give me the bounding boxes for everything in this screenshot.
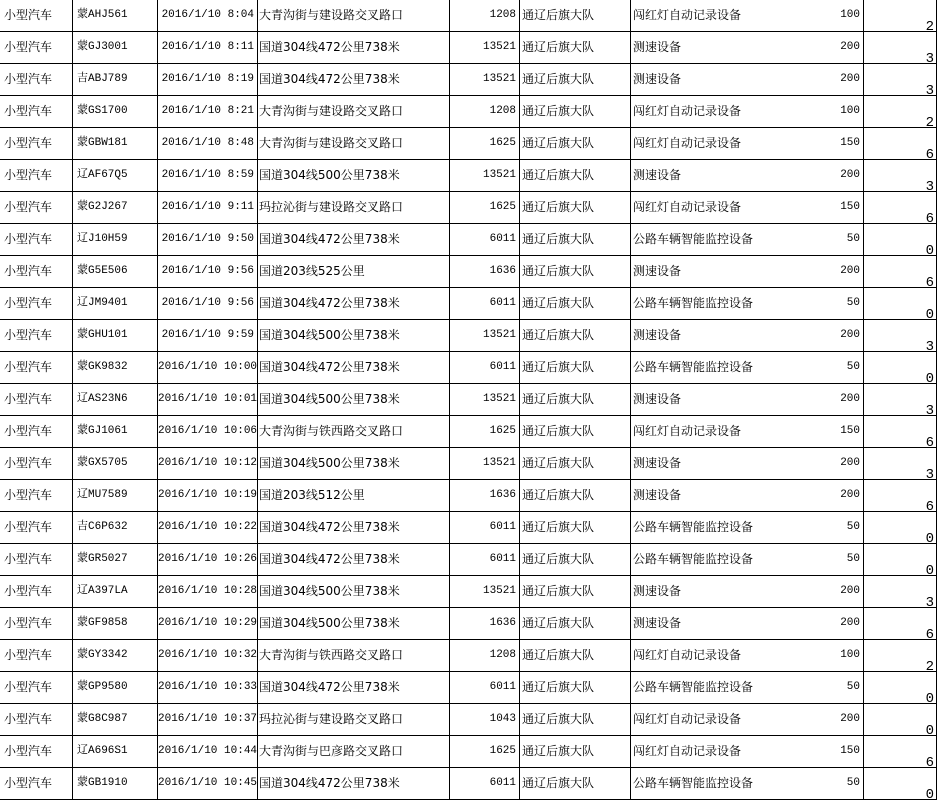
- fine-cell[interactable]: 200: [808, 448, 864, 479]
- plate-number-cell[interactable]: 蒙GY3342: [73, 640, 158, 671]
- table-row: [0, 320, 937, 352]
- points-cell[interactable]: [864, 256, 937, 287]
- device-cell[interactable]: 闯红灯自动记录设备: [633, 744, 742, 758]
- location-cell[interactable]: 大青沟街与建设路交叉路口: [258, 96, 450, 127]
- fine-cell[interactable]: 200: [808, 608, 864, 639]
- table-row: [0, 128, 937, 160]
- points-cell[interactable]: [864, 64, 937, 95]
- table-row: [0, 576, 937, 608]
- vehicle-type-cell[interactable]: 小型汽车: [0, 0, 73, 31]
- device-cell[interactable]: 闯红灯自动记录设备: [633, 8, 742, 22]
- fine-cell[interactable]: 200: [808, 480, 864, 511]
- table-row: [0, 416, 937, 448]
- unit-cell[interactable]: 通辽后旗大队: [520, 736, 631, 767]
- location-cell[interactable]: 国道304线472公里738米: [258, 32, 450, 63]
- vehicle-type-cell[interactable]: 小型汽车: [0, 512, 73, 543]
- timestamp-cell[interactable]: 2016/1/10 8:04: [158, 0, 258, 31]
- fine-cell[interactable]: 200: [808, 32, 864, 63]
- code-cell[interactable]: 6011: [450, 224, 520, 255]
- device-cell[interactable]: 测速设备: [633, 168, 682, 182]
- unit-cell[interactable]: 通辽后旗大队: [520, 0, 631, 31]
- points-cell[interactable]: [864, 704, 937, 735]
- code-cell[interactable]: 6011: [450, 768, 520, 799]
- points-cell[interactable]: [864, 736, 937, 767]
- points-cell[interactable]: [864, 576, 937, 607]
- points-value: 6: [925, 147, 934, 159]
- code-cell[interactable]: 6011: [450, 544, 520, 575]
- points-value: 0: [925, 787, 934, 799]
- points-cell[interactable]: [864, 0, 937, 31]
- fine-cell[interactable]: 200: [808, 384, 864, 415]
- vehicle-type-cell[interactable]: 小型汽车: [0, 224, 73, 255]
- points-value: 0: [925, 691, 934, 703]
- timestamp-cell[interactable]: 2016/1/10 10:44: [158, 736, 258, 767]
- fine-cell[interactable]: 200: [808, 320, 864, 351]
- points-cell[interactable]: [864, 416, 937, 447]
- plate-number-cell[interactable]: 蒙GHU101: [73, 320, 158, 351]
- vehicle-type-cell[interactable]: 小型汽车: [0, 288, 73, 319]
- plate-number-cell[interactable]: 蒙GJ3001: [73, 32, 158, 63]
- timestamp-cell[interactable]: 2016/1/10 9:56: [158, 288, 258, 319]
- vehicle-type-cell[interactable]: 小型汽车: [0, 32, 73, 63]
- unit-cell[interactable]: 通辽后旗大队: [520, 224, 631, 255]
- points-value: 0: [925, 243, 934, 255]
- unit-cell[interactable]: 通辽后旗大队: [520, 160, 631, 191]
- location-cell[interactable]: 国道203线512公里: [258, 480, 450, 511]
- plate-number-cell[interactable]: 辽AF67Q5: [73, 160, 158, 191]
- plate-number-cell[interactable]: 蒙G2J267: [73, 192, 158, 223]
- code-cell[interactable]: 1625: [450, 192, 520, 223]
- code-cell[interactable]: 1625: [450, 736, 520, 767]
- code-cell[interactable]: 13521: [450, 448, 520, 479]
- location-cell[interactable]: 玛拉沁街与建设路交叉路口: [258, 704, 450, 735]
- table-row: [0, 608, 937, 640]
- timestamp-cell[interactable]: 2016/1/10 10:19: [158, 480, 258, 511]
- device-cell[interactable]: 测速设备: [633, 72, 682, 86]
- location-cell[interactable]: 国道304线472公里738米: [258, 672, 450, 703]
- location-cell[interactable]: 大青沟街与巴彦路交叉路口: [258, 736, 450, 767]
- location-cell[interactable]: 国道203线525公里: [258, 256, 450, 287]
- points-cell[interactable]: [864, 768, 937, 799]
- fine-cell[interactable]: 200: [808, 256, 864, 287]
- points-value: 0: [925, 531, 934, 543]
- points-value: 6: [925, 755, 934, 767]
- device-cell[interactable]: 公路车辆智能监控设备: [633, 520, 754, 534]
- fine-cell[interactable]: 150: [808, 192, 864, 223]
- vehicle-type-cell[interactable]: 小型汽车: [0, 448, 73, 479]
- unit-cell[interactable]: 通辽后旗大队: [520, 640, 631, 671]
- code-cell[interactable]: 13521: [450, 576, 520, 607]
- timestamp-cell[interactable]: 2016/1/10 8:48: [158, 128, 258, 159]
- code-cell[interactable]: 1636: [450, 256, 520, 287]
- location-cell[interactable]: 国道304线500公里738米: [258, 608, 450, 639]
- unit-cell[interactable]: 通辽后旗大队: [520, 480, 631, 511]
- points-cell[interactable]: [864, 192, 937, 223]
- points-value: 0: [925, 563, 934, 575]
- timestamp-cell[interactable]: 2016/1/10 10:28: [158, 576, 258, 607]
- points-value: 2: [925, 659, 934, 671]
- table-row: [0, 288, 937, 320]
- points-cell[interactable]: [864, 608, 937, 639]
- timestamp-cell[interactable]: 2016/1/10 8:59: [158, 160, 258, 191]
- table-row: [0, 672, 937, 704]
- points-value: 0: [925, 307, 934, 319]
- vehicle-type-cell[interactable]: 小型汽车: [0, 384, 73, 415]
- table-row: [0, 512, 937, 544]
- device-cell[interactable]: 公路车辆智能监控设备: [633, 360, 754, 374]
- table-row: [0, 32, 937, 64]
- fine-cell[interactable]: 50: [808, 288, 864, 319]
- vehicle-type-cell[interactable]: 小型汽车: [0, 352, 73, 383]
- code-cell[interactable]: 1208: [450, 0, 520, 31]
- code-cell[interactable]: 13521: [450, 32, 520, 63]
- code-cell[interactable]: 13521: [450, 160, 520, 191]
- device-cell[interactable]: 公路车辆智能监控设备: [633, 680, 754, 694]
- points-cell[interactable]: [864, 160, 937, 191]
- unit-cell[interactable]: 通辽后旗大队: [520, 768, 631, 799]
- table-row: [0, 192, 937, 224]
- vehicle-type-cell[interactable]: 小型汽车: [0, 64, 73, 95]
- device-cell[interactable]: 公路车辆智能监控设备: [633, 296, 754, 310]
- fine-cell[interactable]: 50: [808, 544, 864, 575]
- device-cell[interactable]: 闯红灯自动记录设备: [633, 424, 742, 438]
- code-cell[interactable]: 13521: [450, 320, 520, 351]
- table-row: [0, 384, 937, 416]
- points-cell[interactable]: [864, 544, 937, 575]
- timestamp-cell[interactable]: 2016/1/10 10:01: [158, 384, 258, 415]
- code-cell[interactable]: 1636: [450, 480, 520, 511]
- plate-number-cell[interactable]: 辽A696S1: [73, 736, 158, 767]
- points-cell[interactable]: [864, 448, 937, 479]
- vehicle-type-cell[interactable]: 小型汽车: [0, 320, 73, 351]
- vehicle-type-cell[interactable]: 小型汽车: [0, 672, 73, 703]
- fine-cell[interactable]: 150: [808, 736, 864, 767]
- timestamp-cell[interactable]: 2016/1/10 10:37: [158, 704, 258, 735]
- fine-cell[interactable]: 200: [808, 160, 864, 191]
- points-cell[interactable]: [864, 96, 937, 127]
- fine-cell[interactable]: 200: [808, 64, 864, 95]
- plate-number-cell[interactable]: 蒙G5E506: [73, 256, 158, 287]
- vehicle-type-cell[interactable]: 小型汽车: [0, 704, 73, 735]
- vehicle-type-cell[interactable]: 小型汽车: [0, 544, 73, 575]
- location-cell[interactable]: 国道304线472公里738米: [258, 352, 450, 383]
- device-cell[interactable]: 测速设备: [633, 328, 682, 342]
- points-value: 3: [925, 51, 934, 63]
- points-value: 2: [925, 115, 934, 127]
- table-row: [0, 96, 937, 128]
- plate-number-cell[interactable]: 吉C6P632: [73, 512, 158, 543]
- table-row: [0, 256, 937, 288]
- points-value: 0: [925, 371, 934, 383]
- fine-cell[interactable]: 100: [808, 640, 864, 671]
- device-cell[interactable]: 测速设备: [633, 392, 682, 406]
- location-cell[interactable]: 大青沟街与建设路交叉路口: [258, 0, 450, 31]
- vehicle-type-cell[interactable]: 小型汽车: [0, 768, 73, 799]
- device-cell[interactable]: 闯红灯自动记录设备: [633, 648, 742, 662]
- unit-cell[interactable]: 通辽后旗大队: [520, 704, 631, 735]
- plate-number-cell[interactable]: 辽AS23N6: [73, 384, 158, 415]
- vehicle-type-cell[interactable]: 小型汽车: [0, 736, 73, 767]
- timestamp-cell[interactable]: 2016/1/10 10:12: [158, 448, 258, 479]
- points-cell[interactable]: [864, 672, 937, 703]
- vehicle-type-cell[interactable]: 小型汽车: [0, 160, 73, 191]
- table-row: [0, 448, 937, 480]
- device-cell[interactable]: 测速设备: [633, 456, 682, 470]
- plate-number-cell[interactable]: 蒙GB1910: [73, 768, 158, 799]
- timestamp-cell[interactable]: 2016/1/10 8:21: [158, 96, 258, 127]
- points-cell[interactable]: [864, 320, 937, 351]
- location-cell[interactable]: 玛拉沁街与建设路交叉路口: [258, 192, 450, 223]
- plate-number-cell[interactable]: 蒙GBW181: [73, 128, 158, 159]
- unit-cell[interactable]: 通辽后旗大队: [520, 320, 631, 351]
- plate-number-cell[interactable]: 蒙AHJ561: [73, 0, 158, 31]
- device-cell[interactable]: 测速设备: [633, 584, 682, 598]
- fine-cell[interactable]: 50: [808, 352, 864, 383]
- device-cell[interactable]: 测速设备: [633, 488, 682, 502]
- vehicle-type-cell[interactable]: 小型汽车: [0, 640, 73, 671]
- unit-cell[interactable]: 通辽后旗大队: [520, 384, 631, 415]
- timestamp-cell[interactable]: 2016/1/10 10:26: [158, 544, 258, 575]
- unit-cell[interactable]: 通辽后旗大队: [520, 288, 631, 319]
- timestamp-cell[interactable]: 2016/1/10 9:59: [158, 320, 258, 351]
- timestamp-cell[interactable]: 2016/1/10 10:22: [158, 512, 258, 543]
- vehicle-type-cell[interactable]: 小型汽车: [0, 576, 73, 607]
- device-cell[interactable]: 闯红灯自动记录设备: [633, 200, 742, 214]
- points-cell[interactable]: [864, 640, 937, 671]
- points-value: 0: [925, 723, 934, 735]
- fine-cell[interactable]: 100: [808, 0, 864, 31]
- points-cell[interactable]: [864, 384, 937, 415]
- device-cell[interactable]: 公路车辆智能监控设备: [633, 776, 754, 790]
- code-cell[interactable]: 6011: [450, 288, 520, 319]
- plate-number-cell[interactable]: 蒙GF9858: [73, 608, 158, 639]
- fine-cell[interactable]: 200: [808, 576, 864, 607]
- location-cell[interactable]: 国道304线472公里738米: [258, 288, 450, 319]
- unit-cell[interactable]: 通辽后旗大队: [520, 576, 631, 607]
- points-cell[interactable]: [864, 352, 937, 383]
- points-value: 6: [925, 275, 934, 287]
- table-row: [0, 480, 937, 512]
- fine-cell[interactable]: 50: [808, 768, 864, 799]
- device-cell[interactable]: 闯红灯自动记录设备: [633, 136, 742, 150]
- unit-cell[interactable]: 通辽后旗大队: [520, 256, 631, 287]
- location-cell[interactable]: 国道304线472公里738米: [258, 224, 450, 255]
- vehicle-type-cell[interactable]: 小型汽车: [0, 256, 73, 287]
- points-cell[interactable]: [864, 288, 937, 319]
- unit-cell[interactable]: 通辽后旗大队: [520, 544, 631, 575]
- points-cell[interactable]: [864, 32, 937, 63]
- location-cell[interactable]: 国道304线500公里738米: [258, 320, 450, 351]
- code-cell[interactable]: 1208: [450, 96, 520, 127]
- points-value: 3: [925, 467, 934, 479]
- location-cell[interactable]: 国道304线500公里738米: [258, 448, 450, 479]
- timestamp-cell[interactable]: 2016/1/10 10:33: [158, 672, 258, 703]
- points-value: 3: [925, 179, 934, 191]
- timestamp-cell[interactable]: 2016/1/10 10:45: [158, 768, 258, 799]
- unit-cell[interactable]: 通辽后旗大队: [520, 448, 631, 479]
- location-cell[interactable]: 国道304线472公里738米: [258, 768, 450, 799]
- location-cell[interactable]: 大青沟街与铁西路交叉路口: [258, 416, 450, 447]
- device-cell[interactable]: 测速设备: [633, 40, 682, 54]
- device-cell[interactable]: 闯红灯自动记录设备: [633, 104, 742, 118]
- fine-cell[interactable]: 50: [808, 672, 864, 703]
- fine-cell[interactable]: 50: [808, 224, 864, 255]
- points-value: 6: [925, 435, 934, 447]
- timestamp-cell[interactable]: 2016/1/10 8:19: [158, 64, 258, 95]
- code-cell[interactable]: 13521: [450, 384, 520, 415]
- device-cell[interactable]: 测速设备: [633, 616, 682, 630]
- code-cell[interactable]: 1625: [450, 128, 520, 159]
- points-value: 2: [925, 19, 934, 31]
- fine-cell[interactable]: 200: [808, 704, 864, 735]
- points-cell[interactable]: [864, 480, 937, 511]
- device-cell[interactable]: 测速设备: [633, 264, 682, 278]
- table-row: [0, 160, 937, 192]
- plate-number-cell[interactable]: 蒙GP9580: [73, 672, 158, 703]
- timestamp-cell[interactable]: 2016/1/10 10:06: [158, 416, 258, 447]
- code-cell[interactable]: 6011: [450, 352, 520, 383]
- plate-number-cell[interactable]: 辽A397LA: [73, 576, 158, 607]
- points-cell[interactable]: [864, 512, 937, 543]
- unit-cell[interactable]: 通辽后旗大队: [520, 192, 631, 223]
- unit-cell[interactable]: 通辽后旗大队: [520, 672, 631, 703]
- points-value: 3: [925, 339, 934, 351]
- fine-cell[interactable]: 100: [808, 96, 864, 127]
- points-cell[interactable]: [864, 128, 937, 159]
- code-cell[interactable]: 6011: [450, 672, 520, 703]
- unit-cell[interactable]: 通辽后旗大队: [520, 128, 631, 159]
- table-row: [0, 640, 937, 672]
- plate-number-cell[interactable]: 蒙GS1700: [73, 96, 158, 127]
- location-cell[interactable]: 国道304线500公里738米: [258, 576, 450, 607]
- location-cell[interactable]: 国道304线500公里738米: [258, 384, 450, 415]
- device-cell[interactable]: 公路车辆智能监控设备: [633, 552, 754, 566]
- plate-number-cell[interactable]: 吉ABJ789: [73, 64, 158, 95]
- unit-cell[interactable]: 通辽后旗大队: [520, 352, 631, 383]
- unit-cell[interactable]: 通辽后旗大队: [520, 32, 631, 63]
- timestamp-cell[interactable]: 2016/1/10 8:11: [158, 32, 258, 63]
- unit-cell[interactable]: 通辽后旗大队: [520, 416, 631, 447]
- plate-number-cell[interactable]: 辽MU7589: [73, 480, 158, 511]
- vehicle-type-cell[interactable]: 小型汽车: [0, 480, 73, 511]
- vehicle-type-cell[interactable]: 小型汽车: [0, 96, 73, 127]
- unit-cell[interactable]: 通辽后旗大队: [520, 64, 631, 95]
- timestamp-cell[interactable]: 2016/1/10 9:50: [158, 224, 258, 255]
- vehicle-type-cell[interactable]: 小型汽车: [0, 128, 73, 159]
- vehicle-type-cell[interactable]: 小型汽车: [0, 192, 73, 223]
- timestamp-cell[interactable]: 2016/1/10 9:11: [158, 192, 258, 223]
- plate-number-cell[interactable]: 蒙GR5027: [73, 544, 158, 575]
- fine-cell[interactable]: 50: [808, 512, 864, 543]
- timestamp-cell[interactable]: 2016/1/10 10:32: [158, 640, 258, 671]
- points-value: 6: [925, 627, 934, 639]
- location-cell[interactable]: 国道304线500公里738米: [258, 160, 450, 191]
- device-cell[interactable]: 公路车辆智能监控设备: [633, 232, 754, 246]
- plate-number-cell[interactable]: 蒙G8C987: [73, 704, 158, 735]
- plate-number-cell[interactable]: 辽J10H59: [73, 224, 158, 255]
- timestamp-cell[interactable]: 2016/1/10 9:56: [158, 256, 258, 287]
- plate-number-cell[interactable]: 蒙GX5705: [73, 448, 158, 479]
- code-cell[interactable]: 1636: [450, 608, 520, 639]
- location-cell[interactable]: 大青沟街与铁西路交叉路口: [258, 640, 450, 671]
- points-value: 6: [925, 211, 934, 223]
- table-row: [0, 224, 937, 256]
- table-row: [0, 64, 937, 96]
- points-value: 3: [925, 83, 934, 95]
- fine-cell[interactable]: 150: [808, 416, 864, 447]
- points-cell[interactable]: [864, 224, 937, 255]
- plate-number-cell[interactable]: 蒙GJ1061: [73, 416, 158, 447]
- code-cell[interactable]: 13521: [450, 64, 520, 95]
- table-row: [0, 0, 937, 32]
- code-cell[interactable]: 1043: [450, 704, 520, 735]
- code-cell[interactable]: 1625: [450, 416, 520, 447]
- device-cell[interactable]: 闯红灯自动记录设备: [633, 712, 742, 726]
- fine-cell[interactable]: 150: [808, 128, 864, 159]
- table-row: [0, 768, 937, 800]
- unit-cell[interactable]: 通辽后旗大队: [520, 512, 631, 543]
- code-cell[interactable]: 1208: [450, 640, 520, 671]
- table-row: [0, 736, 937, 768]
- unit-cell[interactable]: 通辽后旗大队: [520, 608, 631, 639]
- location-cell[interactable]: 国道304线472公里738米: [258, 544, 450, 575]
- location-cell[interactable]: 国道304线472公里738米: [258, 64, 450, 95]
- points-value: 3: [925, 595, 934, 607]
- code-cell[interactable]: 6011: [450, 512, 520, 543]
- timestamp-cell[interactable]: 2016/1/10 10:00: [158, 352, 258, 383]
- unit-cell[interactable]: 通辽后旗大队: [520, 96, 631, 127]
- table-row: [0, 544, 937, 576]
- vehicle-type-cell[interactable]: 小型汽车: [0, 608, 73, 639]
- plate-number-cell[interactable]: 辽JM9401: [73, 288, 158, 319]
- location-cell[interactable]: 大青沟街与建设路交叉路口: [258, 128, 450, 159]
- points-value: 6: [925, 499, 934, 511]
- vehicle-type-cell[interactable]: 小型汽车: [0, 416, 73, 447]
- points-value: 3: [925, 403, 934, 415]
- table-row: [0, 704, 937, 736]
- plate-number-cell[interactable]: 蒙GK9832: [73, 352, 158, 383]
- table-row: [0, 352, 937, 384]
- location-cell[interactable]: 国道304线472公里738米: [258, 512, 450, 543]
- timestamp-cell[interactable]: 2016/1/10 10:29: [158, 608, 258, 639]
